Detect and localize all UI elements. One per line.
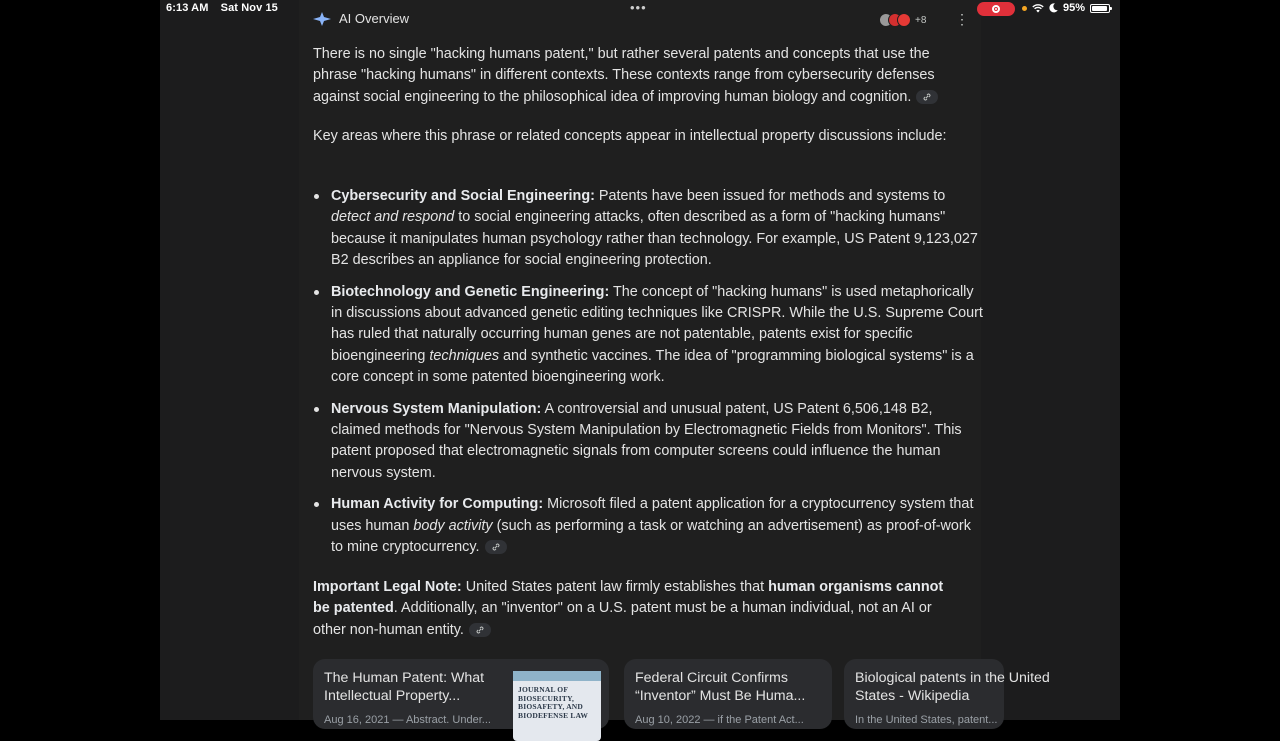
bullet-text: The concept of "hacking humans" is used metaphorically in discussions about advanced genetic editing techniques like CRISPR. While the U.S. Supreme Court has ruled that naturally occurring human genes are not patentable, patents exist for specific bioengineering bbox=[331, 283, 983, 364]
citation-link-icon[interactable] bbox=[485, 540, 507, 554]
intro-text: There is no single "hacking humans patent," but rather several patents and concepts that use the phrase "hacking humans" in different contexts. These contexts range from cybersecurity defenses against social engineering to the philosophical idea of improving human biology and cognition. bbox=[313, 46, 935, 105]
list-item bbox=[331, 399, 983, 484]
source-card[interactable] bbox=[624, 659, 832, 729]
source-card-thumbnail bbox=[513, 671, 601, 741]
legal-note bbox=[313, 577, 963, 641]
status-right bbox=[1022, 2, 1110, 14]
source-card-title: Biological patents in the United States - Wikipedia bbox=[855, 670, 1050, 704]
bullet-text: Patents have been issued for methods and systems to bbox=[594, 188, 946, 204]
bullet-text: and synthetic vaccines. The idea of "programming biological systems" is a core concept in some patented bioengineering work. bbox=[331, 347, 974, 385]
source-card-title: The Human Patent: What Intellectual Property... bbox=[324, 670, 485, 704]
bullet-text: to social engineering attacks, often described as a form of "hacking humans" because it manipulates human psychology rather than technology. For example, US Patent 9,123,027 B2 describes an appliance for social engineering protection. bbox=[331, 209, 978, 268]
key-areas-intro: Key areas where this phrase or related concepts appear in intellectual property discussions include: bbox=[313, 128, 947, 144]
source-card[interactable] bbox=[313, 659, 609, 729]
bullet-emphasis: body activity bbox=[413, 517, 493, 534]
key-areas-list bbox=[313, 186, 983, 569]
left-margin-panel bbox=[160, 0, 299, 720]
bullet-emphasis: detect and respond bbox=[331, 209, 455, 226]
source-card[interactable] bbox=[844, 659, 1050, 729]
status-time: 6:13 AM bbox=[166, 2, 209, 14]
bullet-title: Biotechnology and Genetic Engineering: bbox=[331, 283, 610, 300]
legal-note-text: United States patent law firmly establishes that bbox=[461, 579, 769, 595]
overview-intro bbox=[313, 44, 963, 108]
bullet-text: A controversial and unusual patent, US Patent 6,506,148 B2, claimed methods for "Nervous System Manipulation by Electromagnetic Fields from Monitors". This patent proposed that electromagnetic signals from computer screens could influence the human nervous system. bbox=[331, 400, 962, 481]
wifi-icon bbox=[1032, 4, 1044, 13]
ai-overview-panel[interactable] bbox=[299, 0, 1050, 726]
status-date: Sat Nov 15 bbox=[220, 2, 278, 14]
list-item bbox=[331, 186, 983, 271]
legal-note-text: . Additionally, an "inventor" on a U.S. patent must be a human individual, not an AI or other non-human entity. bbox=[313, 600, 932, 638]
citation-link-icon[interactable] bbox=[469, 623, 491, 637]
thumbnail-journal-title: JOURNAL OF BIOSECURITY, BIOSAFETY, AND BIODEFENSE LAW bbox=[518, 685, 589, 720]
citation-link-icon[interactable] bbox=[916, 90, 938, 104]
list-item bbox=[331, 282, 983, 388]
bullet-title: Nervous System Manipulation: bbox=[331, 400, 542, 417]
bullet-title: Human Activity for Computing: bbox=[331, 496, 544, 513]
source-cards[interactable] bbox=[313, 659, 1050, 729]
microphone-indicator-icon bbox=[1022, 6, 1027, 11]
legal-note-label: Important Legal Note: bbox=[313, 579, 462, 595]
list-item bbox=[331, 494, 983, 558]
status-bar bbox=[0, 0, 1280, 18]
screen-recording-indicator[interactable] bbox=[977, 2, 1015, 16]
battery-icon bbox=[1090, 4, 1110, 13]
battery-level bbox=[1092, 6, 1107, 11]
thumbnail-bar bbox=[513, 671, 601, 681]
source-card-title: Federal Circuit Confirms “Inventor” Must Be Huma... bbox=[635, 670, 806, 704]
bullet-text: Microsoft filed a patent application for a cryptocurrency system that uses human bbox=[331, 496, 974, 534]
source-card-meta: In the United States, patent... bbox=[855, 714, 998, 726]
bullet-text: (such as performing a task or watching an advertisement) as proof-of-work to mine cryptocurrency. bbox=[331, 517, 971, 555]
legal-note-emphasis: human organisms cannot be patented bbox=[313, 579, 944, 617]
record-icon bbox=[992, 5, 1000, 13]
bullet-emphasis: techniques bbox=[429, 347, 500, 364]
source-card-meta: Aug 16, 2021 — Abstract. Under... bbox=[324, 714, 491, 726]
source-count: +8 bbox=[915, 14, 927, 26]
bullet-title: Cybersecurity and Social Engineering: bbox=[331, 188, 595, 204]
battery-percent: 95% bbox=[1063, 2, 1086, 14]
moon-icon bbox=[1049, 3, 1058, 13]
source-card-meta: Aug 10, 2022 — if the Patent Act... bbox=[635, 714, 804, 726]
more-options-icon[interactable]: ⋮ bbox=[955, 11, 969, 27]
multitasking-dots-icon[interactable]: ••• bbox=[630, 0, 647, 15]
ai-overview-title: AI Overview bbox=[339, 11, 410, 26]
status-left bbox=[166, 2, 287, 14]
right-margin-panel bbox=[981, 0, 1120, 720]
